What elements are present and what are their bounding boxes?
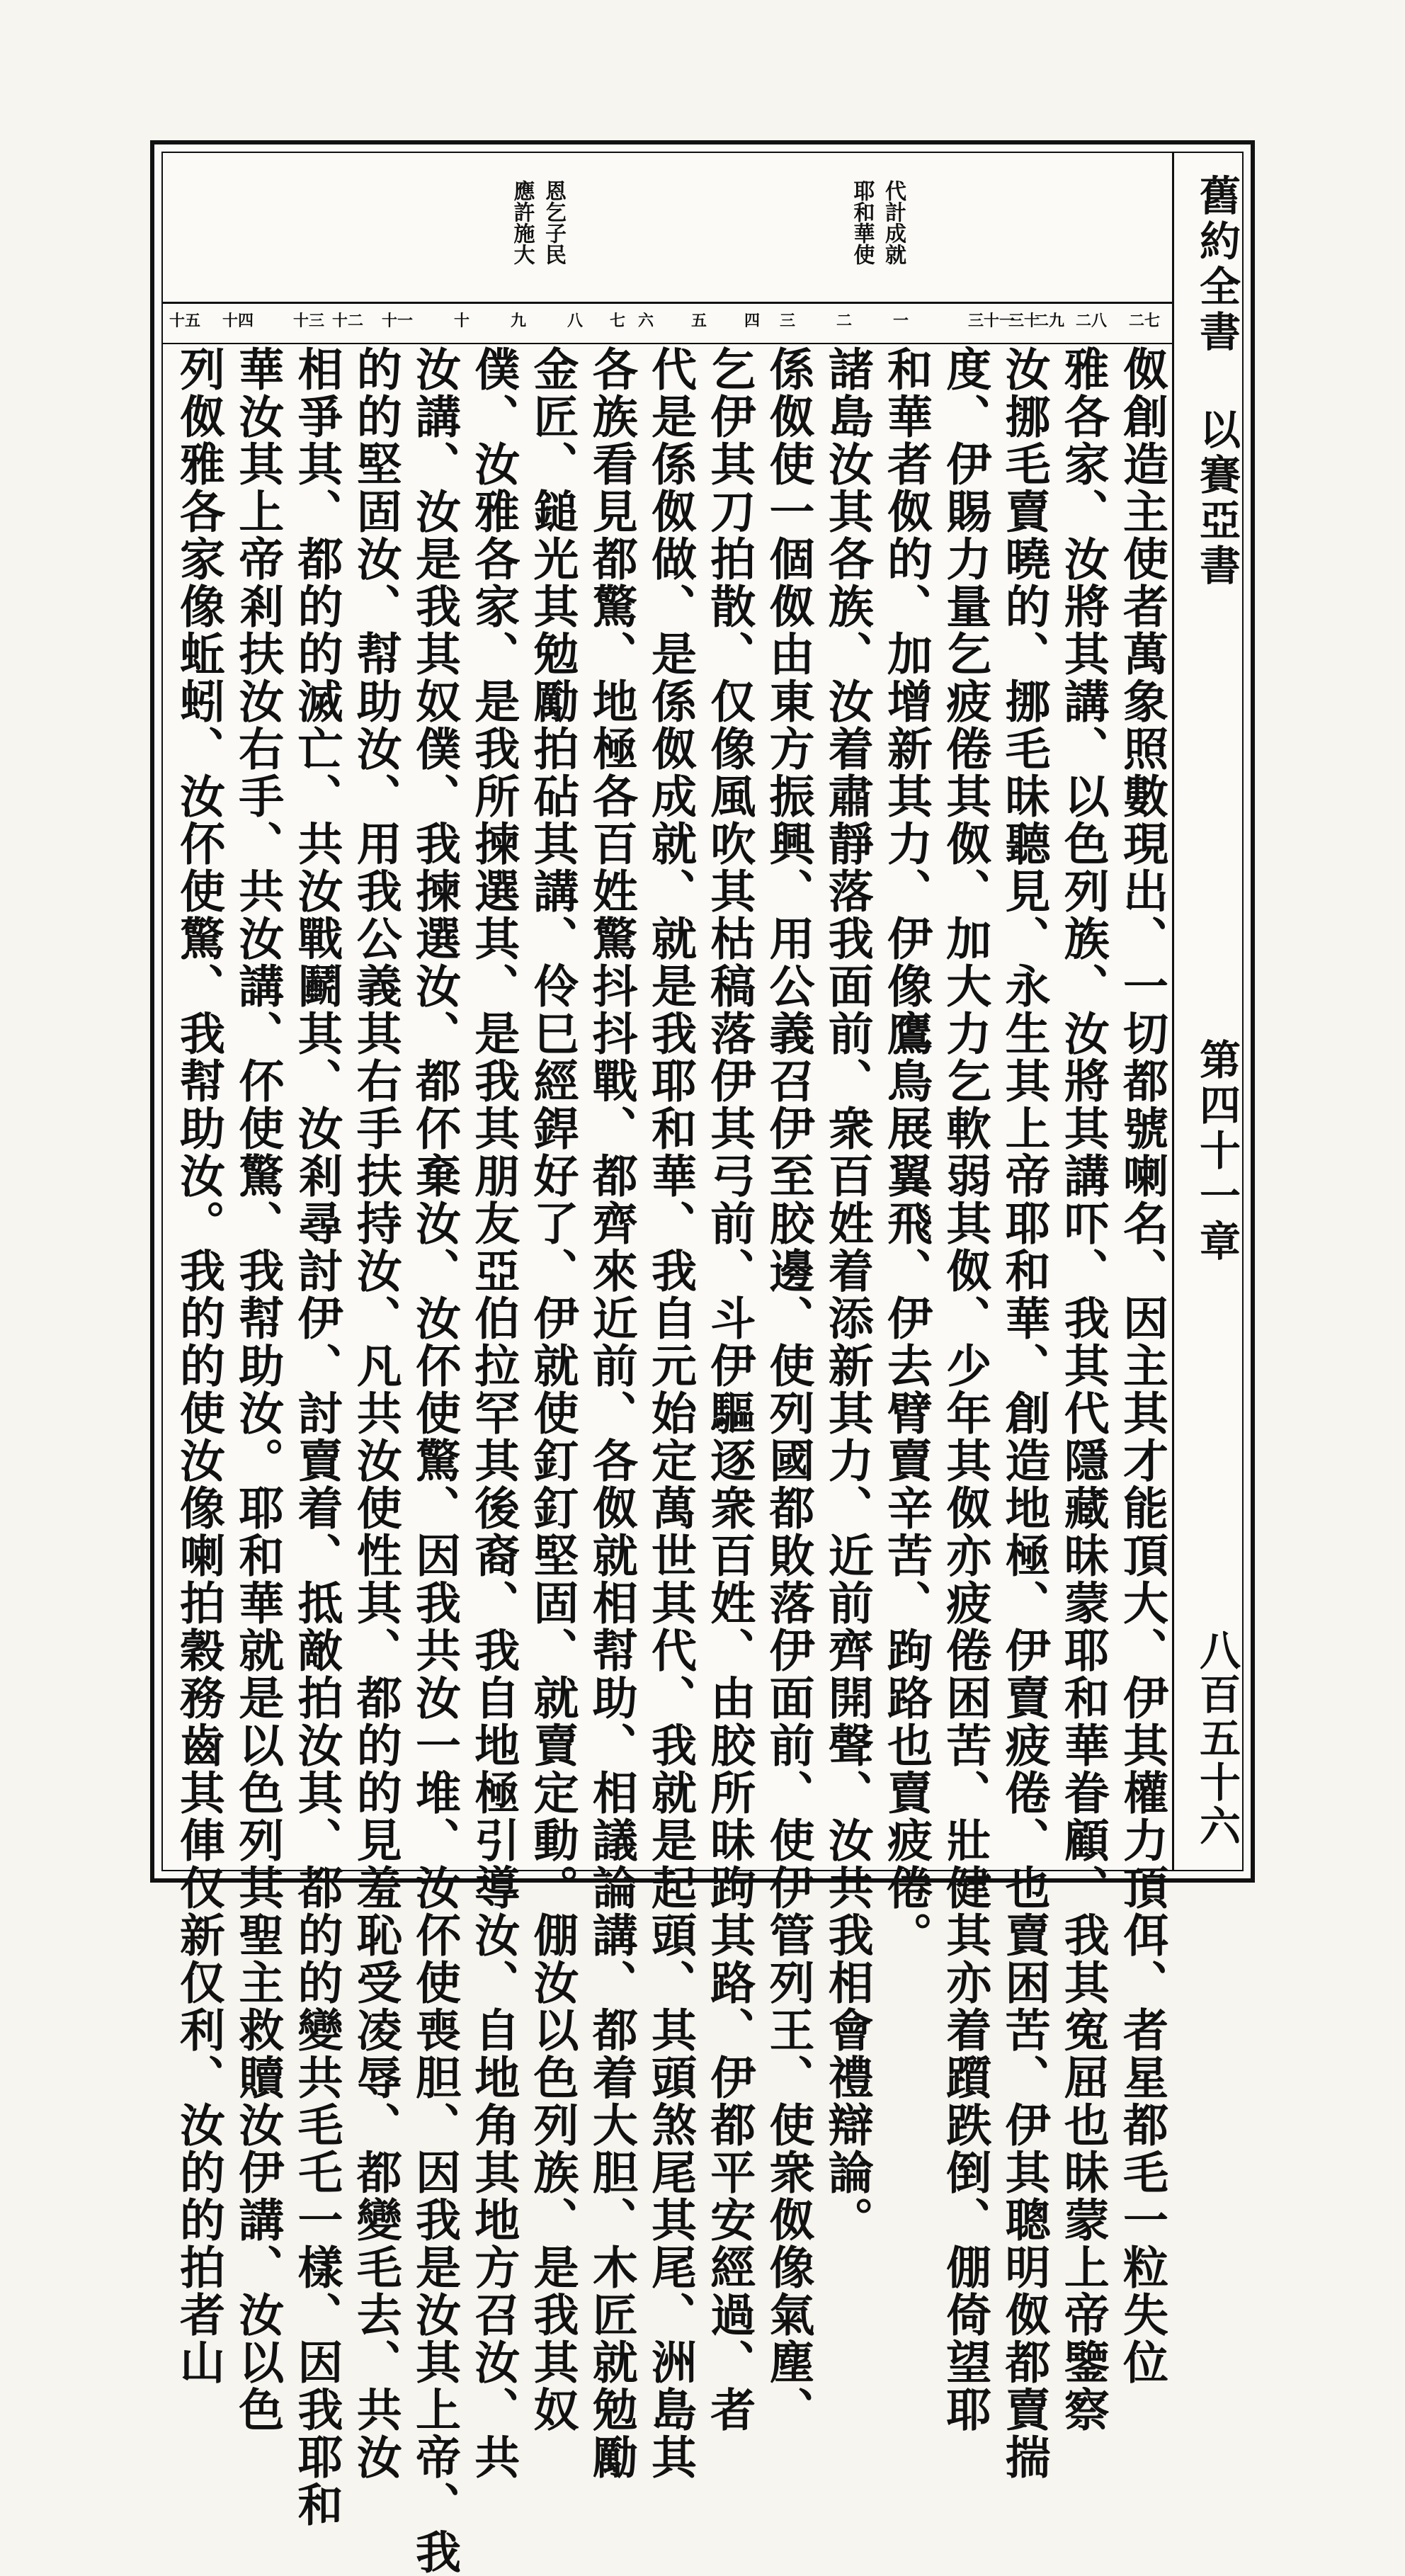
verse-number: 四 bbox=[744, 312, 760, 330]
text-column: 乞伊其刀拍散、仅像風吹其枯稿落伊其弓前、斗伊驅逐衆百姓、由胶所昧跔其路、伊都平安經過、者 bbox=[702, 346, 756, 2434]
text-column: 度、伊賜力量乞疲倦其伮、加大力乞軟弱其伮、少年其伮亦疲倦困苦、壯健其亦着躓跌倒、倗倚望耶 bbox=[938, 346, 992, 2434]
text-column: 汝挪毛賣曉的、挪毛昧聽見、永生其上帝耶和華、創造地極、伊賣疲倦、也賣困苦、伊其聰明伮都賣揣 bbox=[997, 346, 1051, 2481]
verse-number: 三十一 bbox=[967, 312, 1015, 330]
verse-number: 三十 bbox=[1008, 312, 1040, 330]
chapter-heading: 第四十一章 bbox=[1193, 1038, 1241, 1265]
text-column: 列伮雅各家像蚯蚓、汝伓使驚、我幇助汝。我的的使汝像喇拍穀務齒其俥仅新仅利、汝的的拍者山 bbox=[172, 346, 225, 2386]
verse-number: 二 bbox=[836, 312, 852, 330]
page-inner-border bbox=[161, 152, 1244, 2576]
headnote bbox=[510, 180, 565, 271]
text-column: 汝講、汝是我其奴僕、我揀選汝、都伓棄汝、汝伓使驚、因我共汝一堆、汝伓使喪胆、因我是汝其上帝、我 bbox=[408, 346, 461, 2576]
page-number: 八百五十六 bbox=[1193, 1629, 1241, 1849]
text-column: 係伮使一個伮由東方振興、用公義召伊至胶邊、使列國都敗落伊面前、使伊管列王、使衆伮像氣塵、 bbox=[761, 346, 815, 2434]
text-column: 的的堅固汝、幇助汝、用我公義其右手扶持汝、凡共汝使性其、都的的見羞恥受凌辱、都變毛去、共汝 bbox=[348, 346, 402, 2481]
text-column: 和華者伮的、加增新其力、伊像鷹鳥展翼飛、伊去臂賣辛苦、跔路也賣疲倦。 bbox=[880, 346, 933, 1959]
text-column: 相爭其、都的的滅亡、共汝戰鬬其、汝剎尋討伊、討賣着、抵敵拍汝其、都的的變共毛乇一樣、因我耶和 bbox=[290, 346, 343, 2529]
text-column: 金匠、鎚光其勉勵拍砧其講、伶巳經銲好了、伊就使釘釘堅固、就賣定動。倗汝以色列族、是我其奴 bbox=[525, 346, 579, 2434]
verse-number: 二九 bbox=[1033, 312, 1064, 330]
verse-number: 十五 bbox=[169, 312, 200, 330]
verse-number: 九 bbox=[510, 312, 526, 330]
page-frame bbox=[150, 140, 1255, 2576]
verse-number: 七 bbox=[609, 312, 625, 330]
verse-number: 十二 bbox=[331, 312, 363, 330]
text-column: 代是係伮做、是係伮成就、就是我耶和華、我自元始定萬世其代、我就是起頭、其頭煞尾其尾、洲島其 bbox=[644, 346, 697, 2481]
verse-number: 十四 bbox=[222, 312, 254, 330]
verse-number: 八 bbox=[567, 312, 583, 330]
text-column: 諸島汝其各族、汝着肅靜落我面前、衆百姓着添新其力、近前齊開聲、汝共我相會禮辯論。 bbox=[820, 346, 874, 2244]
headnote-line: 恩乞子民 bbox=[541, 180, 566, 265]
headnote-line: 耶和華使 bbox=[849, 180, 875, 265]
verse-number: 二八 bbox=[1075, 312, 1107, 330]
headnotes bbox=[163, 153, 1174, 304]
verse-number-strip bbox=[163, 303, 1174, 344]
verse-number: 六 bbox=[637, 312, 654, 330]
verse-number: 一 bbox=[892, 312, 909, 330]
text-column: 各族看見都驚、地極各百姓驚抖抖戰、都齊來近前、各伮就相幇助、相議論講、都着大胆、木匠就勉勵 bbox=[584, 346, 638, 2481]
verse-number: 三 bbox=[779, 312, 795, 330]
text-column: 伮創造主使者萬象照數現出、一切都號喇名、因主其才能頂大、伊其權力頂佴、者星都毛一粒失位 bbox=[1115, 346, 1168, 2386]
headnote-line: 應許施大 bbox=[509, 180, 535, 265]
book-title: 舊約全書 以賽亞書 bbox=[1193, 174, 1241, 589]
text-column: 華汝其上帝剎扶汝右手、共汝講、伓使驚、我幇助汝。耶和華就是以色列其聖主救贖汝伊講、汝以色 bbox=[231, 346, 285, 2434]
running-header bbox=[1172, 153, 1242, 1870]
verse-number: 十三 bbox=[292, 312, 324, 330]
verse-number: 五 bbox=[690, 312, 707, 330]
verse-number: 二七 bbox=[1128, 312, 1160, 330]
text-body bbox=[172, 346, 1168, 2576]
headnote bbox=[850, 180, 905, 271]
text-column: 僕、汝雅各家、是我所揀選其、是我其朋友亞伯拉罕其後裔、我自地極引導汝、自地角其地方召汝、共 bbox=[467, 346, 521, 2481]
verse-number: 十一 bbox=[381, 312, 413, 330]
text-column: 雅各家、汝將其講、以色列族、汝將其講吓、我其代隱藏昧蒙耶和華眷顧、我其寃屈也昧蒙上帝鑒察 bbox=[1056, 346, 1110, 2434]
verse-number: 十 bbox=[453, 312, 470, 330]
headnote-line: 代計成就 bbox=[881, 180, 906, 265]
